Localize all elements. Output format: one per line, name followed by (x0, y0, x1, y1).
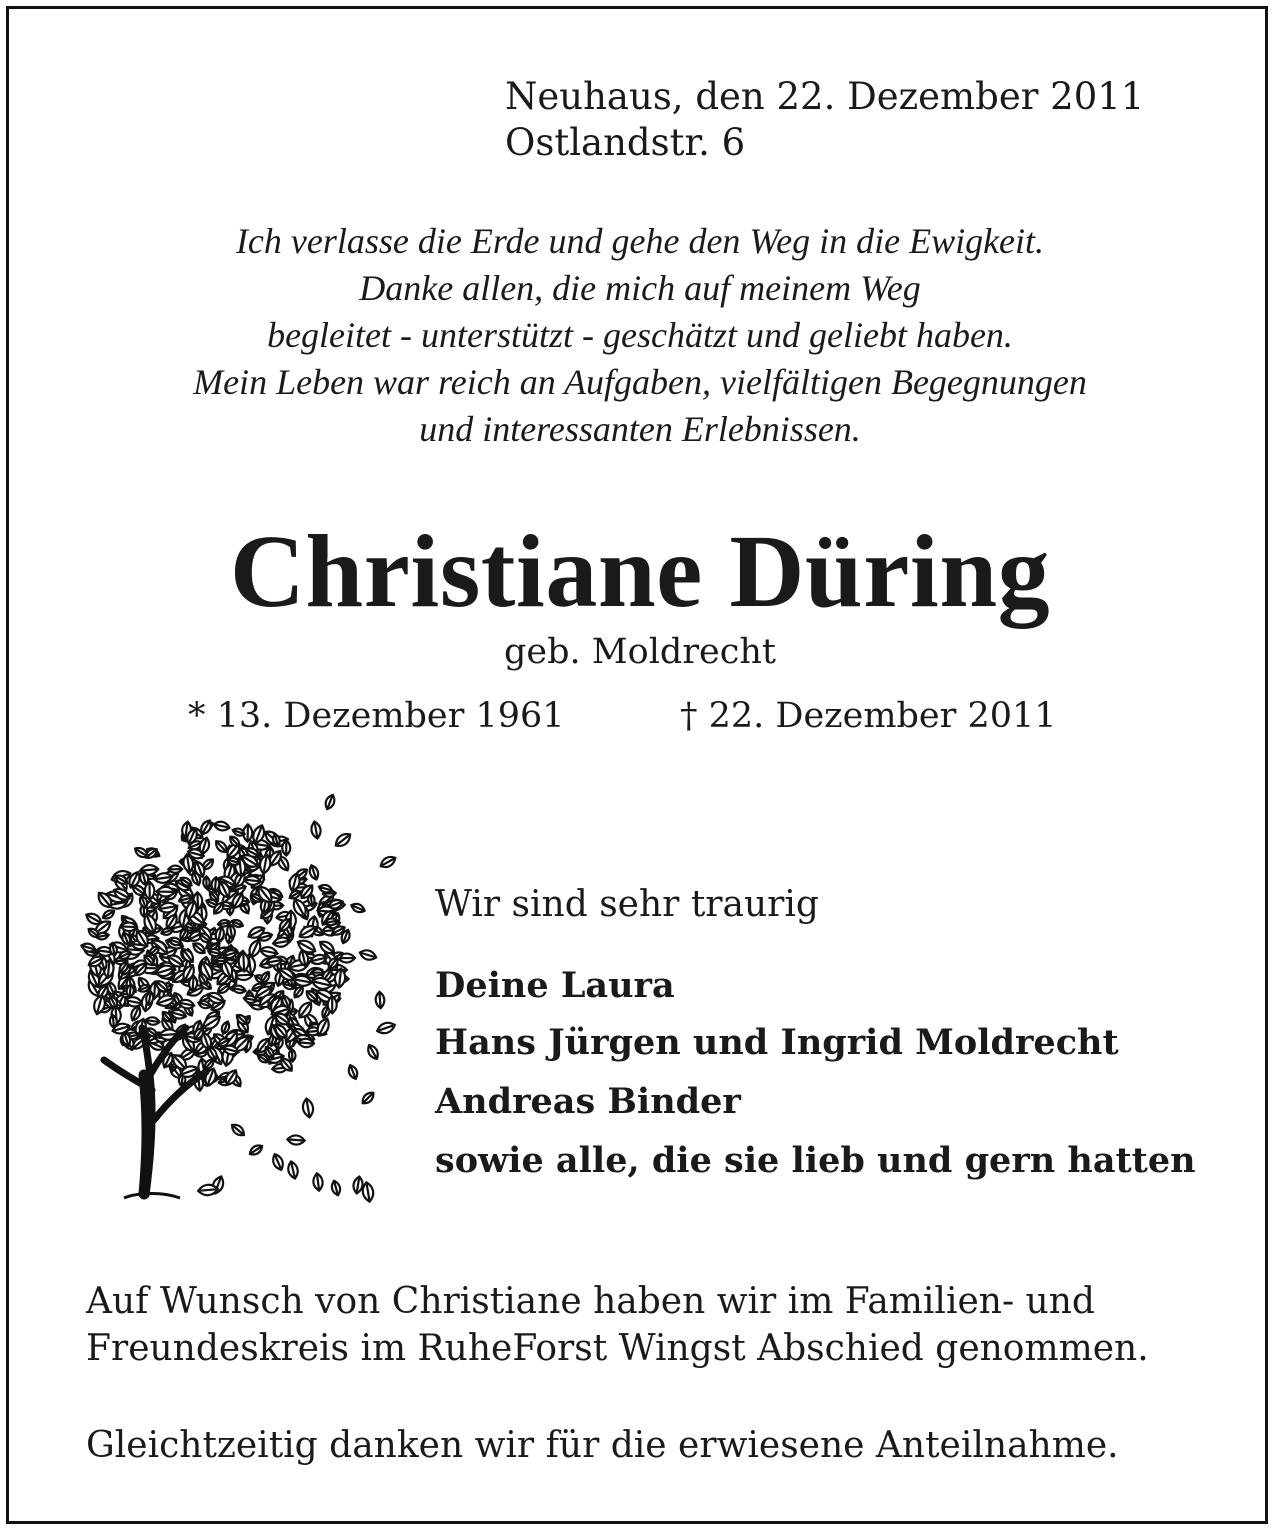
mourner-name: Andreas Binder (435, 1081, 741, 1122)
verse-line: Ich verlasse die Erde und gehe den Weg in die Ewigkeit. (235, 221, 1045, 261)
verse-line: Mein Leben war reich an Aufgaben, vielfältigen Begegnungen (193, 362, 1087, 402)
verse-line: und interessanten Erlebnissen. (419, 409, 861, 449)
deceased-name: Christiane Düring (229, 514, 1051, 629)
closing-paragraph (86, 1278, 1196, 1372)
birth-date: * 13. Dezember 1961 (188, 696, 565, 736)
mourners-intro: Wir sind sehr traurig (435, 884, 819, 925)
farewell-verse (40, 218, 1240, 453)
thanks-line: Gleichtzeitig danken wir für die erwiesene Anteilnahme. (86, 1425, 1119, 1466)
mourner-name: Deine Laura (435, 965, 675, 1006)
windblown-tree-icon (68, 790, 398, 1210)
place-date-block (505, 74, 1144, 166)
death-date: † 22. Dezember 2011 (680, 696, 1057, 736)
mourner-name: sowie alle, die sie lieb und gern hatten (435, 1140, 1196, 1181)
address: Ostlandstr. 6 (505, 121, 746, 164)
closing-line: Auf Wunsch von Christiane haben wir im Familien- und (86, 1281, 1095, 1322)
mourner-name: Hans Jürgen und Ingrid Moldrecht (435, 1022, 1119, 1063)
closing-line: Freundeskreis im RuheForst Wingst Abschied genommen. (86, 1328, 1149, 1369)
maiden-name: geb. Moldrecht (504, 632, 776, 672)
verse-line: Danke allen, die mich auf meinem Weg (359, 268, 921, 308)
verse-line: begleitet - unterstützt - geschätzt und geliebt haben. (267, 315, 1013, 355)
place-date: Neuhaus, den 22. Dezember 2011 (505, 75, 1145, 118)
